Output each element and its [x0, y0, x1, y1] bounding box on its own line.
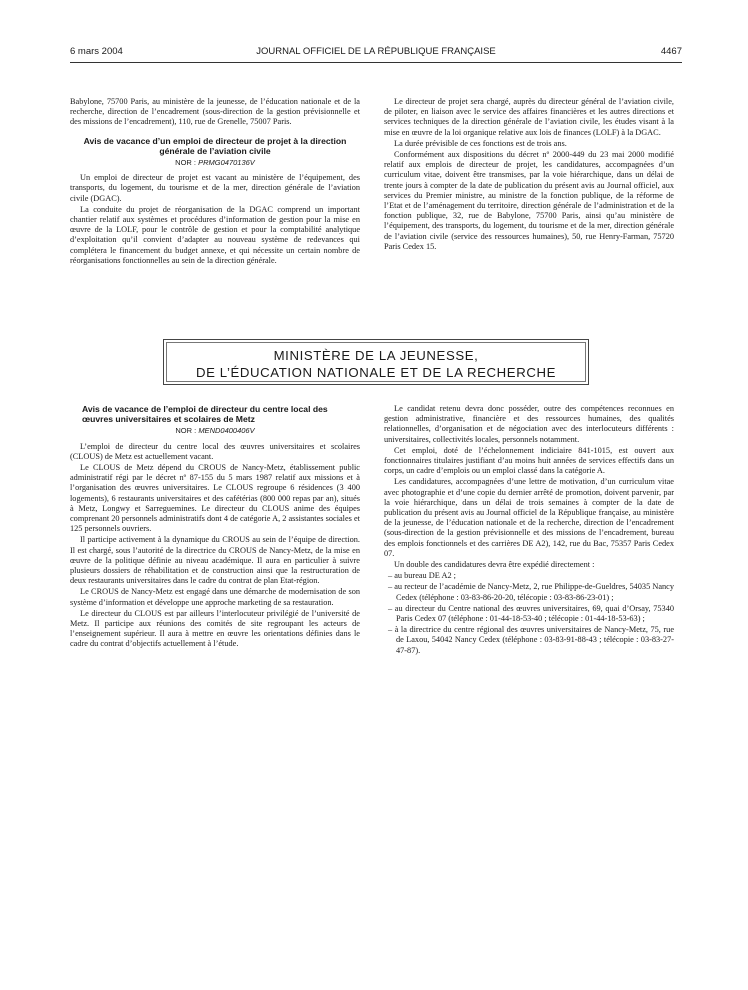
top-left-column [70, 97, 360, 267]
avis-title-dgac: Avis de vacance d’un emploi de directeur de projet à la direction générale de l’aviation civile [83, 135, 347, 156]
nor-label: NOR : [175, 426, 197, 436]
paragraph: L’emploi de directeur du centre local des œuvres universitaires et scolaires (CLOUS) de Metz est actuellement vacant. [70, 441, 360, 461]
paragraph: Conformément aux dispositions du décret nº 2000-449 du 23 mai 2000 modifié relatif aux emplois de directeur de projet, les candidatures, accompagnées d’un curriculum vitae, doivent être transmises, par la voie hiérarchique, dans un délai de trente jours à compter de la date de publication du présent avis au Journal officiel, aux services du Premier ministre, au ministre de la fonction publique, de la réforme de l’Etat et de l’aménagement du territoire, direction générale de l’administration et de la fonction publique, 32, rue de Babylone, 75700 Paris, ainsi qu’au ministère de l’équipement, des transports, du logement, du tourisme et de la mer, direction générale de l’aviation civile (service des ressources humaines), 50, rue Henry-Farman, 75720 Paris Cedex 15. [384, 150, 674, 251]
paragraph: Il participe activement à la dynamique du CROUS au sein de l’équipe de direction. Il est chargé, sous l’autorité de la directrice du CROUS de Nancy-Metz, de la mise en œuvre de la politique définie au niveau académique. Il aura en particulier à suivre plusieurs dossiers de réhabilitation et de construction ainsi que la restructuration de deux restaurants universitaires dans le cadre du contrat de plan Etat-région. [70, 535, 360, 586]
paragraph: La conduite du projet de réorganisation de la DGAC comprend un important chantier relatif aux systèmes et procédures d’information de gestion pour la mise en œuvre de la LOLF, pour le contrôle de gestion et pour la comptabilité analytique d’exploitation qu’il convient d’adapter au nouveau système de redevances qui complétera le financement du budget annexe, et qui nécessite un certain nombre de réorganisations fonctionnelles au sein de la direction générale. [70, 204, 360, 265]
intro-paragraph: Babylone, 75700 Paris, au ministère de la jeunesse, de l’éducation nationale et de la recherche, direction de l’encadrement (sous-direction de la gestion prévisionnelle et des missions de l’encadrement), 110, rue de Grenelle, 75007 Paris. [70, 97, 360, 127]
paragraph: Le CROUS de Nancy-Metz est engagé dans une démarche de modernisation de son système d’information et développe une approche marketing de sa restauration. [70, 587, 360, 607]
nor-line [70, 426, 360, 436]
list-item: – au recteur de l’académie de Nancy-Metz, 2, rue Philippe-de-Gueldres, 54035 Nancy Cedex (téléphone : 03-83-86-20-20, télécopie : 03-83-86-23-01) ; [388, 582, 674, 602]
ministry-line-1: MINISTÈRE DE LA JEUNESSE, [273, 348, 479, 363]
ministry-heading-box [163, 339, 589, 385]
nor-code: PRMG0470136V [198, 158, 255, 168]
nor-line [70, 158, 360, 168]
nor-code: MEND0400406V [198, 426, 255, 436]
paragraph: Le directeur de projet sera chargé, auprès du directeur général de l’aviation civile, de piloter, en liaison avec le service des affaires financières et les autres directions et services techniques de la direction générale de l’aviation civile, les études visant à la mise en œuvre de la loi organique relative aux lois de finances (LOLF) à la DGAC. [384, 97, 674, 137]
paragraph: La durée prévisible de ces fonctions est de trois ans. [394, 138, 567, 148]
top-right-column [384, 97, 674, 253]
bottom-right-column [384, 404, 674, 657]
running-header [70, 46, 682, 60]
page-number: 4467 [660, 46, 682, 57]
journal-title: JOURNAL OFFICIEL DE LA RÉPUBLIQUE FRANÇAISE [256, 46, 496, 57]
paragraph: Le candidat retenu devra donc posséder, outre des compétences reconnues en gestion administrative, financière et des ressources humaines, des qualités relationnelles, d’organisation et de négociation avec des interlocuteurs différents : universitaires, collectivités locales, personnels notamment. [384, 404, 674, 444]
paragraph: Un emploi de directeur de projet est vacant au ministère de l’équipement, des transports, du logement, du tourisme et de la mer, direction générale de l’aviation civile (DGAC). [70, 173, 360, 203]
paragraph: Cet emploi, doté de l’échelonnement indiciaire 841-1015, est ouvert aux fonctionnaires titulaires justifiant d’au moins huit années de services effectifs dans un corps, un cadre d’emplois ou un emploi classé dans la catégorie A. [384, 445, 674, 476]
issue-date: 6 mars 2004 [70, 46, 123, 57]
ministry-line-2: DE L’ÉDUCATION NATIONALE ET DE LA RECHERCHE [196, 365, 556, 380]
list-item: – au directeur du Centre national des œuvres universitaires, 69, quai d’Orsay, 75340 Paris Cedex 07 (téléphone : 01-44-18-53-40 ; télécopie : 01-44-18-53-63) ; [388, 603, 674, 624]
bottom-left-column [70, 404, 360, 651]
recipient-list [384, 571, 674, 656]
paragraph: Un double des candidatures devra être expédié directement : [394, 560, 595, 570]
header-rule [70, 62, 682, 63]
paragraph: Le CLOUS de Metz dépend du CROUS de Nancy-Metz, établissement public administratif régi par le décret nº 87-155 du 5 mars 1987 relatif aux missions et à l’organisation des œuvres universitaires. Le CLOUS regroupe 6 résidences (3 400 logements), 6 restaurants universitaires et des cafétérias (800 000 repas par an), situés à Metz, Longwy et Sarreguemines. Le directeur du CLOUS anime des équipes comprenant 20 personnels administratifs dont 4 de catégorie A, 2 assistantes sociales et 125 personnels ouvriers. [70, 463, 360, 534]
nor-label: NOR : [175, 158, 197, 168]
list-item: – à la directrice du centre régional des œuvres universitaires de Nancy-Metz, 75, rue de Laxou, 54042 Nancy Cedex (téléphone : 03-83-91-88-43 ; télécopie : 03-83-27-47-87). [388, 625, 674, 655]
paragraph: Le directeur du CLOUS est par ailleurs l’interlocuteur privilégié de l’université de Metz. Il participe aux réunions des comités de site regroupant les acteurs de l’enseignement supérieur. Il aura à mettre en œuvre les orientations définies dans le cadre du contrat d’objectifs actuellement à l’étude. [70, 608, 360, 649]
paragraph: Les candidatures, accompagnées d’une lettre de motivation, d’un curriculum vitae avec photographie et d’une copie du dernier arrêté de promotion, doivent parvenir, par la voie hiérarchique, dans un délai de trois semaines à compter de la date de publication du présent avis au Journal officiel de la République française, au ministère de la jeunesse, de l’éducation nationale et de la recherche, direction de l’encadrement (sous-direction de la gestion prévisionnelle et des missions de l’encadrement, bureau des emplois fonctionnels et des carrières DE A2), 142, rue du Bac, 75357 Paris Cedex 07. [384, 477, 674, 558]
avis-title-clous: Avis de vacance de l’emploi de directeur du centre local des œuvres universitaires et scolaires de Metz [82, 404, 328, 425]
list-item: – au bureau DE A2 ; [388, 571, 456, 581]
